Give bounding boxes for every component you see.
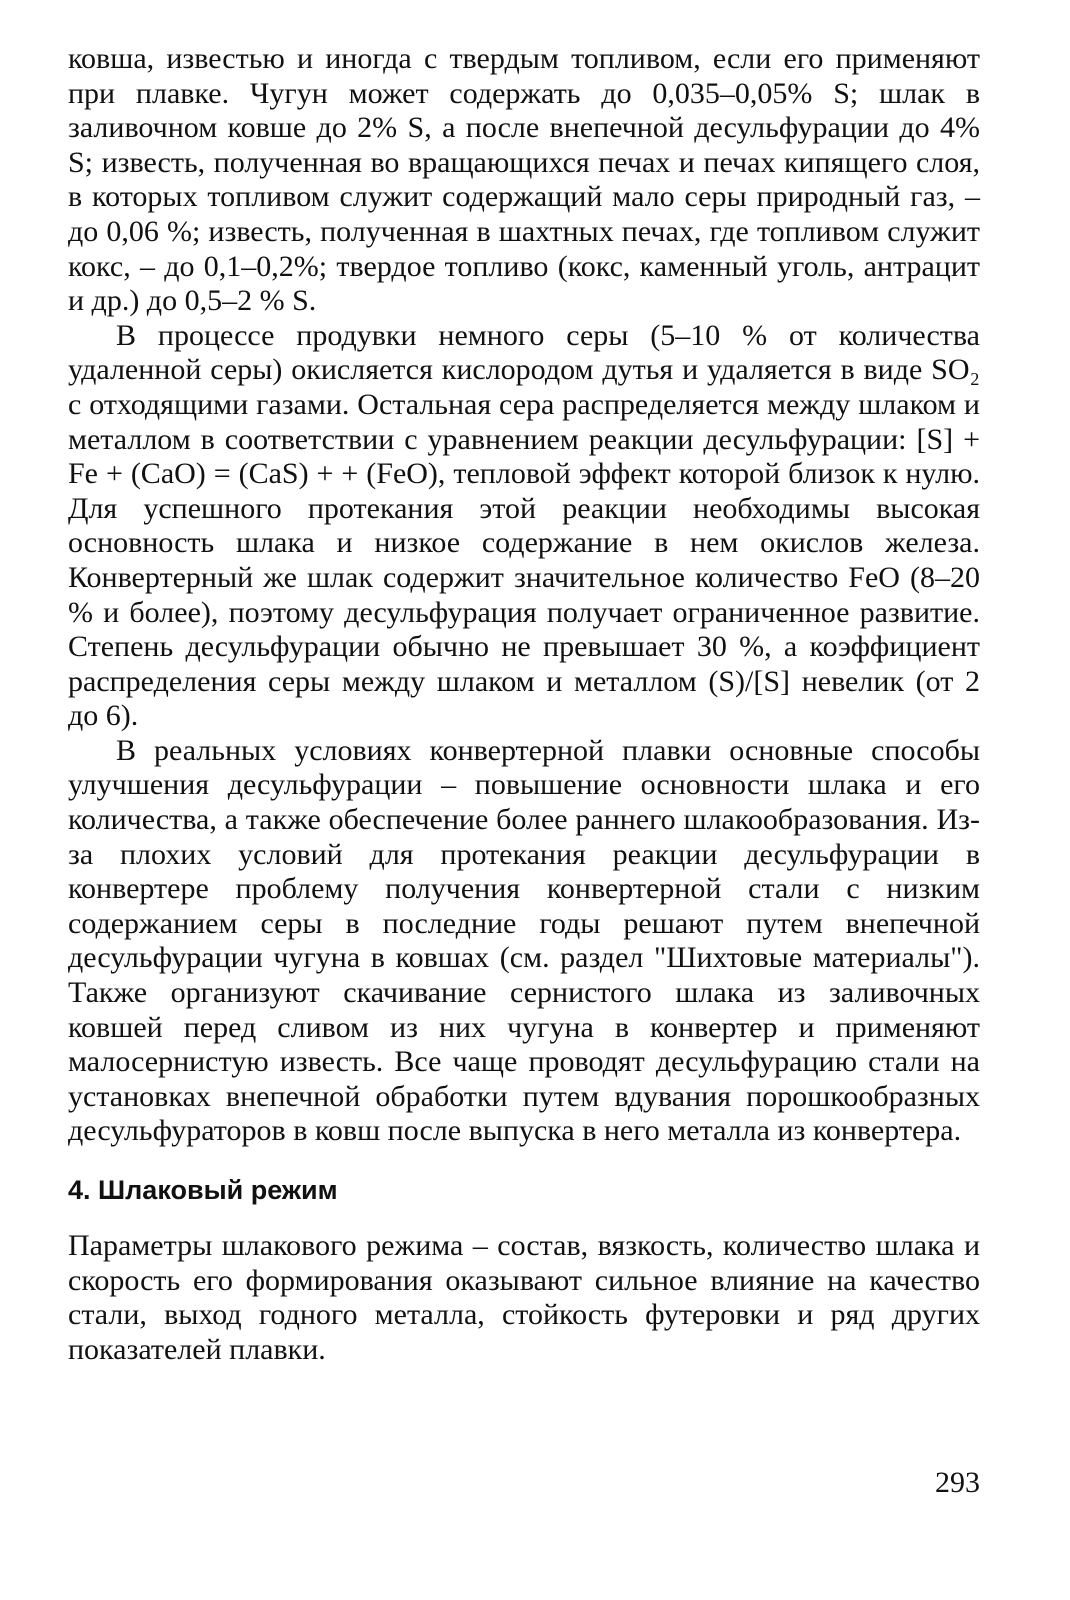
paragraph-2: В процессе продувки немного серы (5–10 % от количества удаленной серы) окисляется кислородом дутья и удаляется в виде SO₂ с отходящими газами. Остальная сера распределяется между шлаком и металлом в соответствии с уравнением реакции десульфурации: [S] + Fe + (CaO) = (CaS) + + (FeO), тепловой эффект которой близок к нулю. Для успешного протекания этой реакции необходимы высокая основность шлака и низкое содержание в нем окислов железа. Конвертерный же шлак содержит значительное количество FeO (8–20 % и более), поэтому десульфурация получает ограниченное развитие. Степень десульфурации обычно не превышает 30 %, а коэффициент распределения серы между шлаком и металлом (S)/[S] невелик (от 2 до 6).: [68, 318, 980, 733]
text-block: [68, 42, 980, 1367]
paragraph-3: В реальных условиях конвертерной плавки основные способы улучшения десульфурации – повышение основности шлака и его количества, а также обеспечение более раннего шлакообразования. Из-за плохих условий для протекания реакции десульфурации в конвертере проблему получения конвертерной стали с низким содержанием серы в последние годы решают путем внепечной десульфурации чугуна в ковшах (см. раздел "Шихтовые материалы"). Также организуют скачивание сернистого шлака из заливочных ковшей перед сливом из них чугуна в конвертер и применяют малосернистую известь. Все чаще проводят десульфурацию стали на установках внепечной обработки путем вдувания порошкообразных десульфураторов в ковш после выпуска в него металла из конвертера.: [68, 733, 980, 1148]
paragraph-1: ковша, известью и иногда с твердым топливом, если его применяют при плавке. Чугун может содержать до 0,035–0,05% S; шлак в заливочном ковше до 2% S, а после внепечной десульфурации до 4% S; известь, полученная во вращающихся печах и печах кипящего слоя, в которых топливом служит содержащий мало серы природный газ, – до 0,06 %; известь, полученная в шахтных печах, где топливом служит кокс, – до 0,1–0,2%; твердое топливо (кокс, каменный уголь, антрацит и др.) до 0,5–2 % S.: [68, 42, 980, 318]
section-heading: 4. Шлаковый режим: [68, 1175, 338, 1205]
section-paragraph: Параметры шлакового режима – состав, вязкость, количество шлака и скорость его формирования оказывают сильное влияние на качество стали, выход годного металла, стойкость футеровки и ряд других показателей плавки.: [68, 1229, 980, 1366]
page-number: 293: [935, 1466, 980, 1499]
